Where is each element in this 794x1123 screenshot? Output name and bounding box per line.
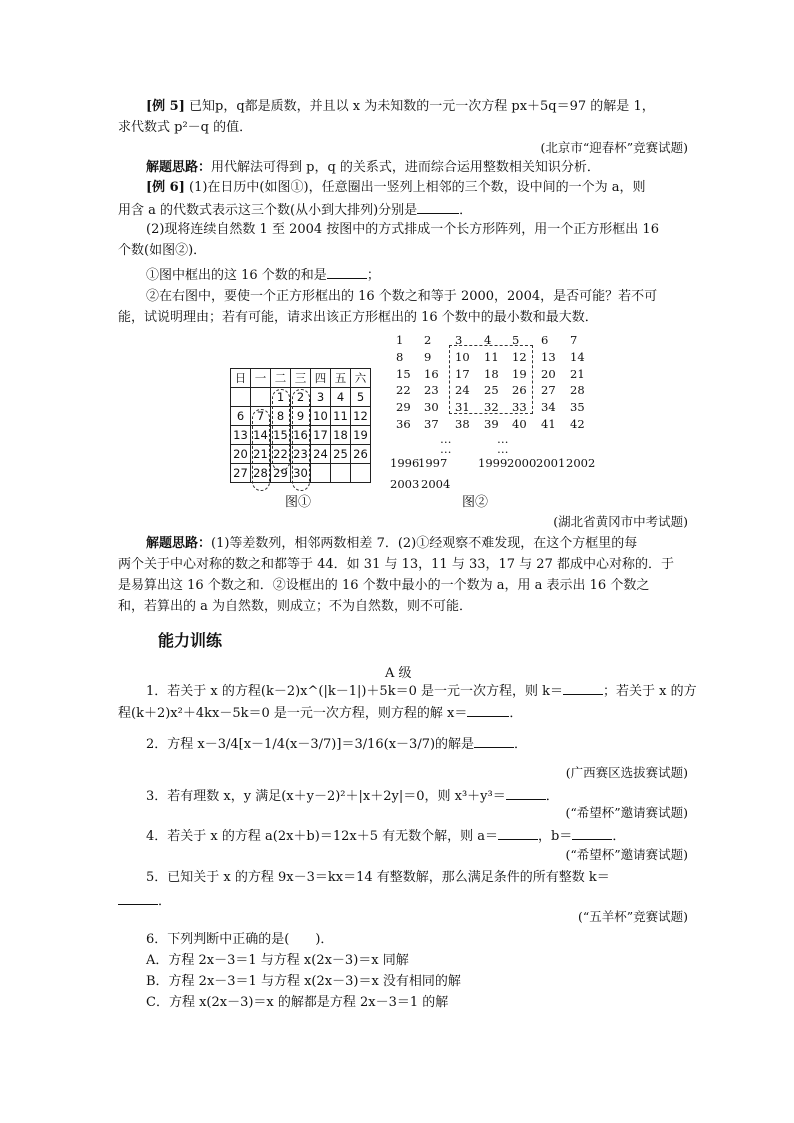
array-number: 30 [424,400,439,415]
calendar-weekday: 三 [291,369,311,388]
array-number: 23 [424,383,439,398]
answer-blank[interactable] [327,264,367,279]
calendar-cell [311,464,331,483]
calendar-cell: 15 [271,426,291,445]
example6-q2-line2: 能，试说明理由；若有可能，请求出该正方形框出的 16 个数中的最小数和最大数． [118,310,598,325]
punct: ． [459,203,473,218]
array-number: 22 [396,383,411,398]
punct: ； [366,268,380,283]
array-number: 2001 [536,456,566,470]
calendar-cell: 27 [231,464,251,483]
array-number: 2000 [507,456,537,470]
example5-hint [146,158,600,178]
array-number: 25 [484,383,499,398]
array-number: 1996 [390,456,420,470]
example6-line2 [118,199,472,221]
array-number: 5 [512,333,520,347]
array-number: 7 [570,333,578,347]
section-heading: 能力训练 [158,631,223,650]
example6-q2-line1: ②在右图中，要使一个正方形框出的 16 个数之和等于 2000，2004，是否可能？若不可 [146,289,658,304]
example6-hint-line4: 和，若算出的 a 为自然数，则成立；不为自然数，则不可能． [118,599,473,614]
array-number: 24 [455,383,470,398]
array-number: 37 [424,417,439,431]
calendar-circle-2 [272,389,290,471]
example6-line1 [146,178,645,198]
calendar-cell: 3 [311,388,331,407]
array-number: 16 [424,366,439,381]
calendar-cell: 25 [331,445,351,464]
problem-2 [146,733,527,755]
array-number: 2003 [390,477,420,491]
calendar-cell: 7 [251,407,271,426]
array-number: 34 [541,400,556,415]
answer-blank[interactable] [506,785,546,800]
calendar-cell: 9 [291,407,311,426]
calendar-cell: 1 [271,388,291,407]
array-number: 27 [541,383,556,398]
punct: ． [514,737,528,752]
array-number: 11 [484,349,499,364]
example6-hint-line2: 两个关于中心对称的数之和都等于 44．如 31 与 13，11 与 33，17 与 27 都成中心对称的．于 [118,557,674,572]
answer-blank[interactable] [118,890,158,905]
calendar-weekday: 四 [311,369,331,388]
figure2-caption: 图② [462,495,489,510]
ellipsis: … [440,442,452,456]
array-number: 9 [424,349,432,364]
array-number: 33 [512,400,527,415]
array-number: 10 [455,349,470,364]
example5-text-1: 已知p，q都是质数，并且以 x 为未知数的一元一次方程 px＋5q＝97 的解是 1， [189,99,655,114]
problem-4 [146,825,625,847]
calendar-circle-3 [292,389,310,491]
calendar-cell: 21 [251,445,271,464]
example5-line1 [146,97,655,117]
hint-label: 解题思路： [146,536,212,551]
p1-mid: ；若关于 x 的方 [603,684,697,699]
punct: ． [158,894,172,909]
problem-4-source: (“希望杯”邀请赛试题) [565,847,688,862]
hint-text: (1)等差数列，相邻两数相差 7．(2)①经观察不难发现，在这个方框里的每 [211,536,638,551]
example5-hint-text: 用代解法可得到 p，q 的关系式，进而综合运用整数相关知识分析． [211,160,600,175]
calendar-cell: 14 [251,426,271,445]
problem-5-line2 [118,890,171,912]
calendar-weekday: 六 [351,369,371,388]
ellipsis: … [440,432,452,446]
problem-6-option-b[interactable]: B．方程 2x－3＝1 与方程 x(2x－3)＝x 没有相同的解 [146,974,461,989]
figure1-caption: 图① [285,495,312,510]
calendar-cell: 6 [231,407,251,426]
problem-1-line2 [118,702,522,724]
calendar-cell: 22 [271,445,291,464]
array-number: 8 [396,349,404,364]
p4-mid: ，b＝ [537,829,573,844]
example6-p1-text-1: (1)在日历中(如图①)，任意圈出一竖列上相邻的三个数，设中间的一个为 a，则 [189,180,646,195]
calendar-cell: 20 [231,445,251,464]
calendar-weekday: 一 [251,369,271,388]
array-number: 35 [570,400,585,415]
problem-2-source: (广西赛区选拔赛试题) [565,765,688,780]
answer-blank[interactable] [498,825,538,840]
example6-q1 [146,264,380,286]
array-number: 12 [512,349,527,364]
calendar-weekday: 二 [271,369,291,388]
array-number: 41 [541,417,556,431]
example5-source: (北京市“迎春杯”竞赛试题) [540,140,688,155]
problem-6-option-c[interactable]: C．方程 x(2x－3)＝x 的解都是方程 2x－3＝1 的解 [146,995,449,1010]
p3-text: 3．若有理数 x，y 满足(x＋y－2)²＋|x＋2y|＝0，则 x³＋y³＝ [146,789,506,804]
ellipsis: … [497,442,509,456]
example5-tag: [例 5] [146,99,185,114]
calendar-cell: 16 [291,426,311,445]
array-number: 1 [396,333,404,347]
calendar-cell: 19 [351,426,371,445]
calendar-cell: 18 [331,426,351,445]
calendar-cell: 23 [291,445,311,464]
p4-text: 4．若关于 x 的方程 a(2x＋b)＝12x＋5 有无数个解，则 a＝ [146,829,498,844]
problem-1-line1 [146,680,697,702]
array-number: 14 [570,349,585,364]
punct: ． [509,706,523,721]
example6-p2-line2: 个数(如图②)． [118,243,207,258]
q1-text: ①图中框出的这 16 个数的和是 [146,268,327,283]
problem-5-line1: 5．已知关于 x 的方程 9x－3＝kx＝14 有整数解，那么满足条件的所有整数 k＝ [146,870,610,885]
calendar-circle-1 [252,409,270,491]
problem-3 [146,785,559,807]
calendar-cell: 10 [311,407,331,426]
calendar-weekday: 日 [231,369,251,388]
calendar-cell: 24 [311,445,331,464]
example5-line2: 求代数式 p²－q 的值． [118,120,253,135]
example6-hint-line1 [146,534,637,554]
array-number: 13 [541,349,556,364]
calendar-cell: 13 [231,426,251,445]
calendar-cell: 12 [351,407,371,426]
array-number: 36 [396,417,411,431]
array-number: 20 [541,366,556,381]
level-heading: A 级 [385,666,412,681]
p1-text-2: 程(k＋2)x²＋4kx－5k＝0 是一元一次方程，则方程的解 x＝ [118,706,468,721]
calendar-cell: 8 [271,407,291,426]
array-number: 2 [424,333,432,347]
example6-p2-line1: (2)现将连续自然数 1 至 2004 按图中的方式排成一个长方形阵列，用一个正方形框出 16 [146,222,659,237]
problem-6-option-a[interactable]: A．方程 2x－3＝1 与方程 x(2x－3)＝x 同解 [146,953,409,968]
example6-p1-text-2: 用含 a 的代数式表示这三个数(从小到大排列)分别是 [118,203,418,218]
calendar-cell: 5 [351,388,371,407]
example5-hint-label: 解题思路： [146,160,212,175]
calendar-cell: 28 [251,464,271,483]
calendar-weekday: 五 [331,369,351,388]
ellipsis: … [497,432,509,446]
calendar-cell: 17 [311,426,331,445]
answer-blank[interactable] [563,680,603,695]
calendar-cell [251,388,271,407]
answer-blank[interactable] [572,825,612,840]
array-number: 40 [512,417,527,431]
array-number: 21 [570,366,585,381]
problem-3-source: (“希望杯”邀请赛试题) [565,805,688,820]
example6-tag: [例 6] [146,180,185,195]
example6-source: (湖北省黄冈市中考试题) [553,514,688,529]
array-number: 42 [570,417,585,431]
array-number: 2002 [566,456,596,470]
calendar-cell [351,464,371,483]
array-number: 3 [455,333,463,347]
array-number: 18 [484,366,499,381]
array-number: 39 [484,417,499,431]
array-number: 2004 [421,477,451,491]
calendar-cell: 30 [291,464,311,483]
calendar-cell: 29 [271,464,291,483]
problem-6: 6．下列判断中正确的是( )． [146,932,334,947]
array-number: 1997 [418,456,448,470]
array-number: 26 [512,383,527,398]
answer-blank[interactable] [417,199,459,214]
punct: ． [612,829,626,844]
array-number: 31 [455,400,470,415]
punct: ． [545,789,559,804]
calendar-cell [231,388,251,407]
array-number: 32 [484,400,499,415]
array-number: 17 [455,366,470,381]
array-number: 6 [541,333,549,347]
array-number: 19 [512,366,527,381]
array-number: 29 [396,400,411,415]
calendar-header-row [231,369,371,388]
calendar-cell [331,464,351,483]
calendar-cell: 2 [291,388,311,407]
array-number: 38 [455,417,470,431]
p1-text: 1．若关于 x 的方程(k－2)x^(|k－1|)＋5k＝0 是一元一次方程，则 k＝ [146,684,563,699]
array-number: 4 [484,333,492,347]
array-number: 15 [396,366,411,381]
p2-text: 2．方程 x－3/4[x－1/4(x－3/7)]＝3/16(x－3/7)的解是 [146,737,475,752]
array-number: 1999 [478,456,508,470]
array-number: 28 [570,383,585,398]
answer-blank[interactable] [467,702,509,717]
problem-5-source: (“五羊杯”竞赛试题) [577,909,688,924]
answer-blank[interactable] [474,733,514,748]
calendar-cell: 11 [331,407,351,426]
square-frame [449,345,533,414]
calendar-cell: 4 [331,388,351,407]
example6-hint-line3: 是易算出这 16 个数之和．②设框出的 16 个数中最小的一个数为 a，用 a 表示出 16 个数之 [118,578,650,593]
calendar-cell: 26 [351,445,371,464]
